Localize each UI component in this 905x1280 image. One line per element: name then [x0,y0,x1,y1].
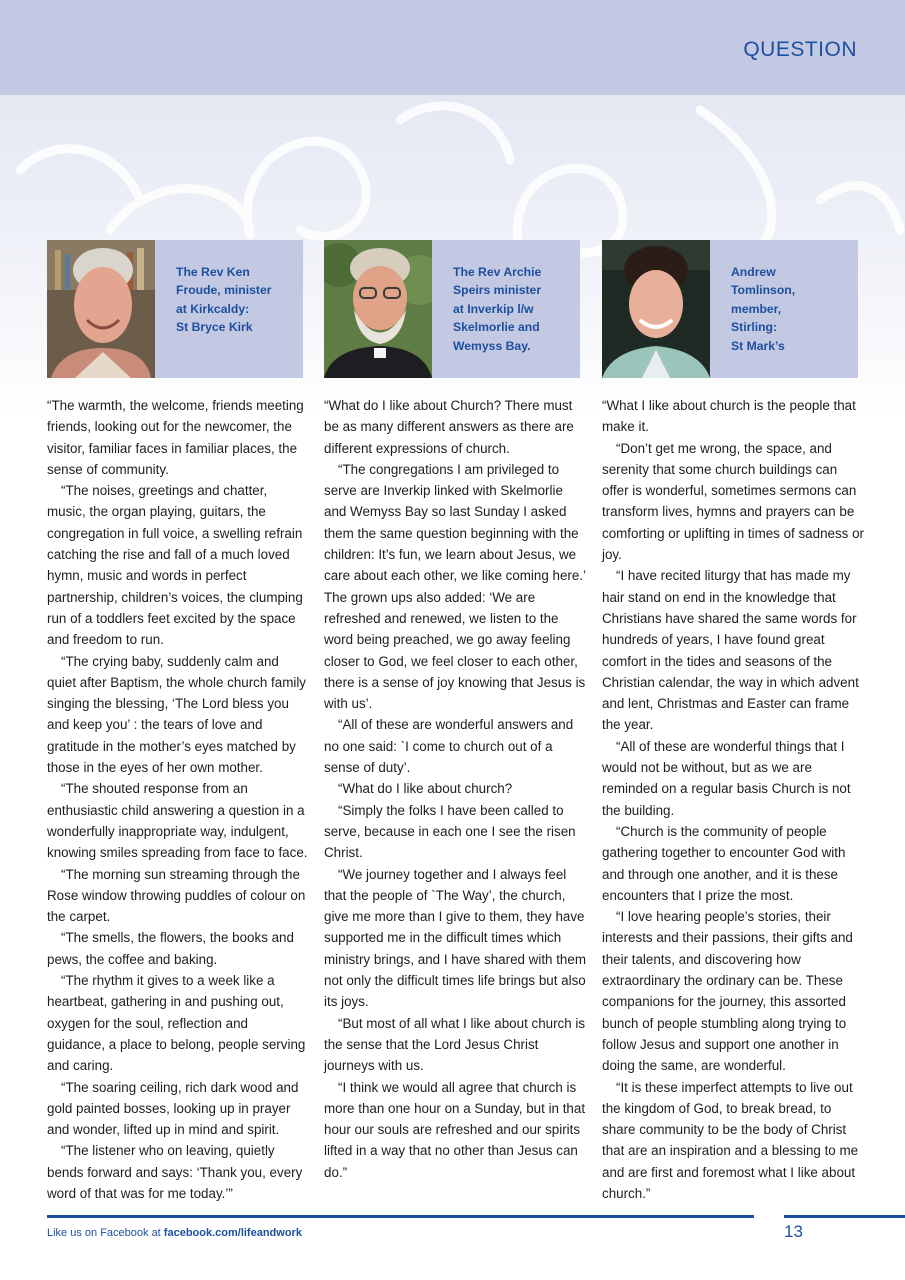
paragraph: “I think we would all agree that church is more than one hour on a Sunday, but in that hour our souls are refreshed and our spirits lifted in a way that no other than Jesus can do.” [324,1079,586,1180]
profile-caption: Andrew Tomlinson, member, Stirling: St Mark’s [710,240,858,378]
person-photo [47,240,155,378]
article-column-2 [324,395,586,1183]
paragraph: “The shouted response from an enthusiastic child answering a question in a wonderfully inappropriate way, indulgent, knowing smiles spreading from face to face. [47,781,308,861]
paragraph: “Church is the community of people gathering together to encounter God with and through one another, and it is these encounters that I prize the most. [602,823,846,903]
paragraph: “What I like about church is the people that make it. [602,398,856,435]
article-column-1 [47,395,309,1204]
facebook-link[interactable]: facebook.com/lifeandwork [163,1227,302,1239]
paragraph: “What do I like about church? [338,781,513,797]
paragraph: “The soaring ceiling, rich dark wood and gold painted bosses, looking up in prayer and wonder, lifted up in mind and spirit. [47,1079,299,1138]
footer-facebook-note: Like us on Facebook at facebook.com/lifeandwork [47,1227,302,1239]
paragraph: “I love hearing people’s stories, their interests and their passions, their gifts and their talents, and discovering how extraordinary the ordinary can be. These companions for the journey, this assorted bunch of people stumbling along trying to follow Jesus and support one another in doing the same, are wonderful. [602,909,853,1074]
profile-card-archie-speirs [324,240,580,378]
paragraph: “The warmth, the welcome, friends meeting friends, looking out for the newcomer, the visitor, familiar faces in familiar places, the sense of community. [47,398,304,477]
paragraph: “We journey together and I always feel that the people of `The Way’, the church, give me more than I give to them, they have supported me in the difficult times which ministry brings, and I have shared with them not only the difficult times life brings but also its joys. [324,866,586,1010]
paragraph: “The congregations I am privileged to serve are Inverkip linked with Skelmorlie and Wemyss Bay so last Sunday I asked them the same question beginning with the children: It’s fun, we learn about Jesus, we care about each other, we like coming here.’ The grown ups also added: ‘We are refreshed and renewed, we listen to the word being preached, we go away feeling closer to God, we feel closer to each other, there is a sense of joy knowing that Jesus is with us’. [324,461,586,712]
section-label: QUESTION [743,38,857,61]
header-band [0,0,905,95]
footer-rule-right [784,1215,905,1218]
paragraph: “The crying baby, suddenly calm and quiet after Baptism, the whole church family singing the blessing, ‘The Lord bless you and keep you’ : the tears of love and gratitude in the mother’s eyes matched by those in the eyes of her own mother. [47,653,307,776]
paragraph: “The morning sun streaming through the Rose window throwing puddles of colour on the carpet. [47,866,306,925]
paragraph: “It is these imperfect attempts to live out the kingdom of God, to break bread, to share community to be the body of Christ that are an inspiration and a blessing to me and are first and foremost what I like about church.” [602,1079,859,1201]
paragraph: “I have recited liturgy that has made my hair stand on end in the knowledge that Christians have shared the same words for hundreds of years, I have found great comfort in the tides and seasons of the Christian calendar, the way in which advent and lent, Christmas and Easter can frame the year. [602,568,859,733]
person-photo [324,240,432,378]
paragraph: “What do I like about Church? There must be as many different answers as there are different expressions of church. [324,398,574,456]
article-column-3 [602,395,864,1204]
page-number: 13 [784,1222,803,1241]
profile-card-ken-froude [47,240,303,378]
paragraph: “The rhythm it gives to a week like a heartbeat, gathering in and pushing out, oxygen for the soul, reflection and guidance, a place to belong, people serving and caring. [47,973,306,1074]
paragraph: “All of these are wonderful answers and no one said: `I come to church out of a sense of duty’. [324,717,574,776]
profile-caption: The Rev Archie Speirs minister at Inverkip l/w Skelmorlie and Wemyss Bay. [432,240,580,378]
person-photo [602,240,710,378]
profile-caption: The Rev Ken Froude, minister at Kirkcaldy: St Bryce Kirk [155,240,303,378]
paragraph: “Don’t get me wrong, the space, and serenity that some church buildings can offer is wonderful, sometimes sermons can transform lives, hymns and prayers can be comforting or uplifting in times of sadness or joy. [602,440,864,563]
footer-rule [47,1215,754,1218]
paragraph: “The smells, the flowers, the books and pews, the coffee and baking. [47,930,294,967]
paragraph: “The noises, greetings and chatter, music, the organ playing, guitars, the congregation in full voice, a swelling refrain catching the rise and fall of a much loved hymn, music and words in perfect partnership, children’s voices, the clumping run of a toddlers feet excited by the space and freedom to run. [47,483,303,648]
paragraph: “But most of all what I like about church is the sense that the Lord Jesus Christ journeys with us. [324,1015,586,1074]
profile-card-andrew-tomlinson [602,240,858,378]
paragraph: “All of these are wonderful things that I would not be without, but as we are reminded on a regular basis Church is not the building. [602,738,851,818]
paragraph: “The listener who on leaving, quietly bends forward and says: ‘Thank you, every word of that was for me today.’” [47,1143,303,1201]
paragraph: “Simply the folks I have been called to serve, because in each one I see the risen Christ. [324,802,576,861]
